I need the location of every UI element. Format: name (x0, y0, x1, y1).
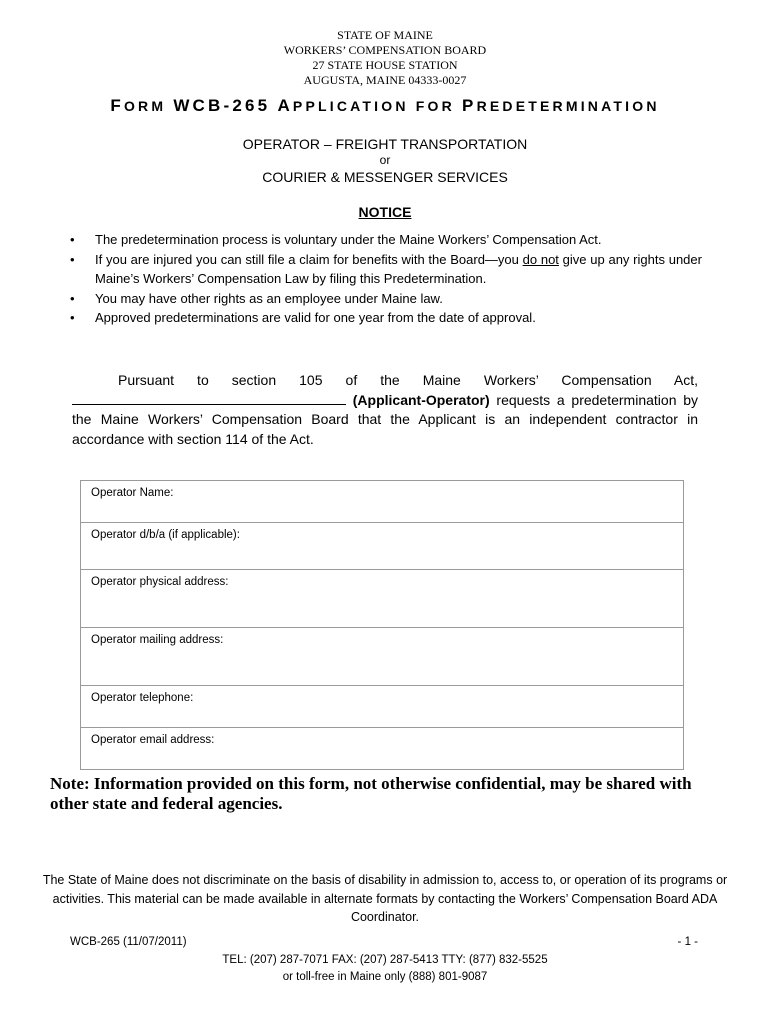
subtitle-courier: COURIER & MESSENGER SERVICES (262, 169, 508, 185)
pursuant-intro: Pursuant to section 105 of the Maine Workers’ Compensation Act, (118, 372, 698, 388)
bullet2-do-not: do not (522, 251, 559, 267)
operator-name-field[interactable] (81, 481, 683, 522)
form-subtitle (0, 135, 770, 186)
operator-mailing-address-field[interactable] (81, 627, 683, 685)
notice-heading: NOTICE (358, 204, 412, 220)
header-board: WORKERS’ COMPENSATION BOARD (283, 43, 487, 57)
operator-dba-field[interactable] (81, 522, 683, 569)
operator-info-table (80, 480, 684, 770)
notice-bullet-other-rights: • You may have other rights as an employee under Maine law. (70, 289, 702, 309)
sharing-note: Note: Information provided on this form, not otherwise confidential, may be shared with other state and federal agencies. (50, 774, 692, 813)
operator-telephone-field[interactable] (81, 685, 683, 727)
operator-telephone-label: Operator telephone: (91, 692, 194, 704)
operator-name-label: Operator Name: (91, 487, 174, 499)
subtitle-or: or (379, 153, 391, 167)
notice-bullet-injured (70, 250, 702, 289)
operator-email-label: Operator email address: (91, 734, 215, 746)
operator-mailing-address-label: Operator mailing address: (91, 634, 224, 646)
contact-phone-line: TEL: (207) 287-7071 FAX: (207) 287-5413 TTY: (877) 832-5525 (222, 954, 548, 966)
header-city: AUGUSTA, MAINE 04333-0027 (303, 73, 467, 87)
title-orm: ORM (123, 98, 167, 114)
operator-physical-address-label: Operator physical address: (91, 576, 229, 588)
operator-physical-address-field[interactable] (81, 569, 683, 627)
applicant-name-blank[interactable] (72, 391, 346, 405)
title-for: FOR (415, 98, 455, 114)
title-initial-f: F (110, 96, 124, 115)
contact-tollfree-line: or toll-free in Maine only (888) 801-9087 (282, 971, 488, 983)
form-title (0, 96, 770, 116)
operator-dba-label: Operator d/b/a (if applicable): (91, 529, 240, 541)
title-redetermination: REDETERMINATION (476, 98, 660, 114)
title-pplication: PPLICATION (292, 98, 409, 114)
page-number: - 1 - (677, 936, 698, 948)
title-form-number: WCB-265 (173, 96, 271, 115)
title-initial-a: A (277, 96, 293, 115)
header-station: 27 STATE HOUSE STATION (312, 58, 458, 72)
agency-header (0, 28, 770, 88)
notice-list (70, 230, 702, 328)
operator-email-field[interactable] (81, 727, 683, 769)
title-initial-p: P (462, 96, 477, 115)
notice-bullet-voluntary: • The predetermination process is voluntary under the Maine Workers’ Compensation Act. (70, 230, 702, 250)
pursuant-request: requests a predetermination by the Maine Workers’ Compensation Board that the Applicant is an independent contractor in accordance with section 114 of the Act. (72, 391, 699, 447)
contact-info (0, 952, 770, 986)
nondiscrimination-statement: The State of Maine does not discriminate on the basis of disability in admission to, access to, or operation of its programs or activities. This material can be made available in alternate formats by contacting the Workers’ Compensation Board ADA Coordinator. (42, 873, 728, 924)
bullet2-text-end: give up any rights under Maine’s Workers’ Compensation Law by filing this Predetermination. (95, 251, 702, 286)
subtitle-freight: OPERATOR – FREIGHT TRANSPORTATION (242, 136, 528, 152)
pursuant-paragraph (72, 371, 698, 449)
bullet2-text-start: If you are injured you can still file a claim for benefits with the Board—you (95, 251, 523, 267)
form-revision-id: WCB-265 (11/07/2011) (70, 936, 187, 948)
applicant-operator-label: (Applicant-Operator) (352, 391, 490, 408)
notice-bullet-validity: • Approved predeterminations are valid for one year from the date of approval. (70, 308, 702, 328)
header-state: STATE OF MAINE (337, 28, 433, 42)
